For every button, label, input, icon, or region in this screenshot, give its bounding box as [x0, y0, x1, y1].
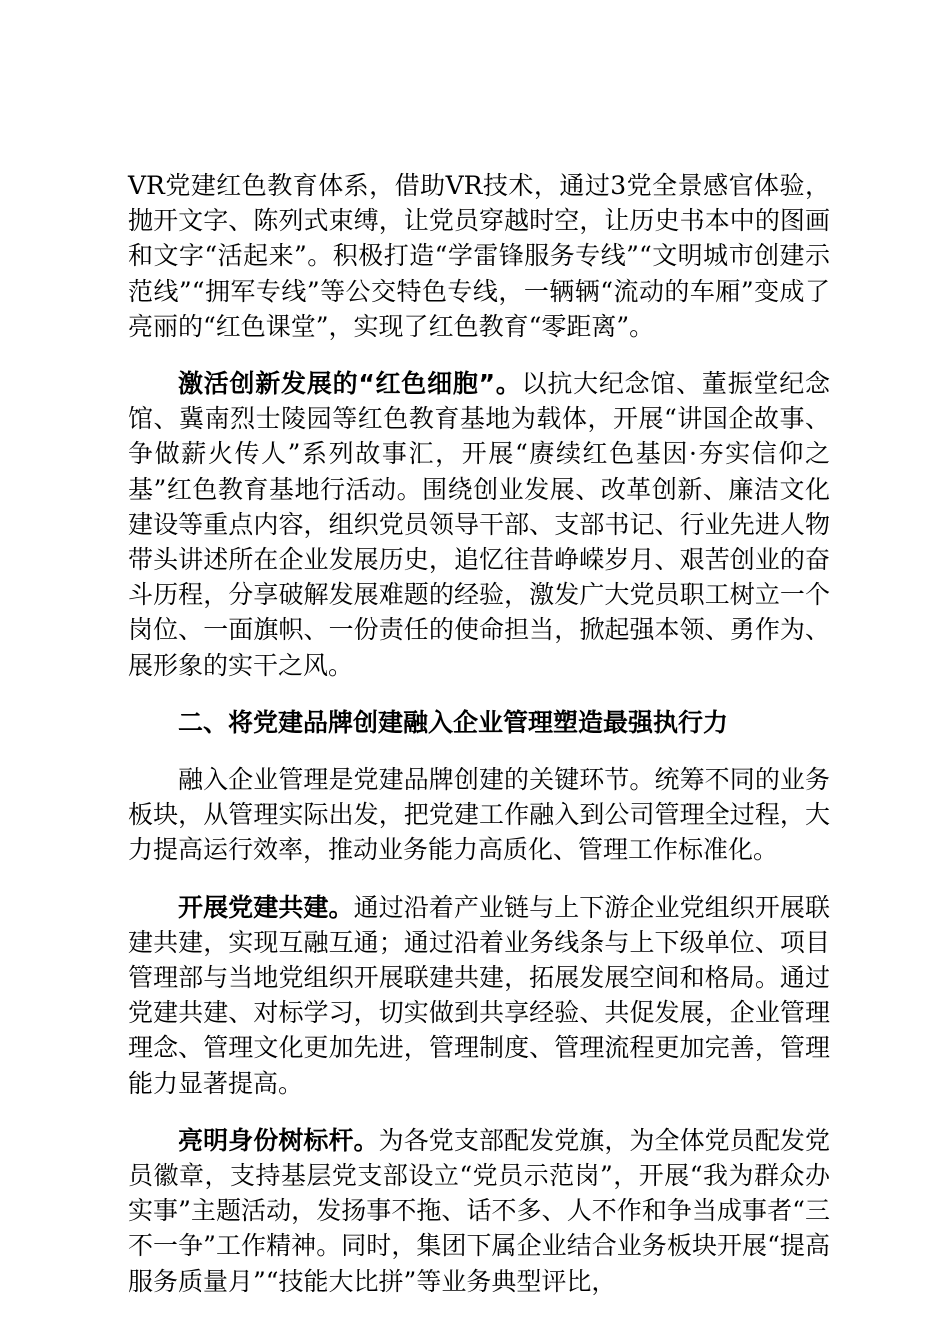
paragraph-lead-joint-building: 开展党建共建。 [178, 892, 354, 922]
document-page [128, 168, 830, 1321]
paragraph-red-cells [128, 366, 830, 683]
paragraph-lead-red-cells: 激活创新发展的“红色细胞”。 [178, 369, 522, 399]
section-heading: 二、将党建品牌创建融入企业管理塑造最强执行力 [178, 707, 729, 737]
paragraph-joint-building [128, 890, 830, 1101]
paragraph-management-integration: 融入企业管理是党建品牌创建的关键环节。统筹不同的业务板块，从管理实际出发，把党建工作融入到公司管理全过程，大力提高运行效率，推动业务能力高质化、管理工作标准化。 [128, 765, 830, 865]
paragraph-lead-identity-benchmark: 亮明身份树标杆。 [178, 1125, 379, 1155]
paragraph-body-red-cells: 以抗大纪念馆、董振堂纪念馆、冀南烈士陵园等红色教育基地为载体，开展“讲国企故事、争做薪火传人”系列故事汇，开展“赓续红色基因·夯实信仰之基”红色教育基地行活动。围绕创业发展、改革创新、廉洁文化建设等重点内容，组织党员领导干部、支部书记、行业先进人物带头讲述所在企业发展历史，追忆往昔峥嵘岁月、艰苦创业的奋斗历程，分享破解发展难题的经验，激发广大党员职工树立一个岗位、一面旗帜、一份责任的使命担当，掀起强本领、勇作为、展形象的实干之风。 [128, 369, 830, 680]
paragraph-body-identity-benchmark: 为各党支部配发党旗，为全体党员配发党员徽章，支持基层党支部设立“党员示范岗”，开展“我为群众办实事”主题活动，发扬事不拖、话不多、人不作和争当成事者“三不一争”工作精神。同时，集团下属企业结合业务板块开展“提高服务质量月”“技能大比拼”等业务典型评比， [128, 1125, 830, 1296]
paragraph-vr-education: VR党建红色教育体系，借助VR技术，通过3党全景感官体验，抛开文字、陈列式束缚，让党员穿越时空，让历史书本中的图画和文字“活起来”。积极打造“学雷锋服务专线”“文明城市创建示范线”“拥军专线”等公交特色专线，一辆辆“流动的车厢”变成了亮丽的“红色课堂”，实现了红色教育“零距离”。 [128, 171, 830, 341]
paragraph-identity-benchmark [128, 1123, 830, 1299]
paragraph-body-joint-building: 通过沿着产业链与上下游企业党组织开展联建共建，实现互融互通；通过沿着业务线条与上下级单位、项目管理部与当地党组织开展联建共建，拓展发展空间和格局。通过党建共建、对标学习，切实做到共享经验、共促发展，企业管理理念、管理文化更加先进，管理制度、管理流程更加完善，管理能力显著提高。 [128, 892, 830, 1098]
